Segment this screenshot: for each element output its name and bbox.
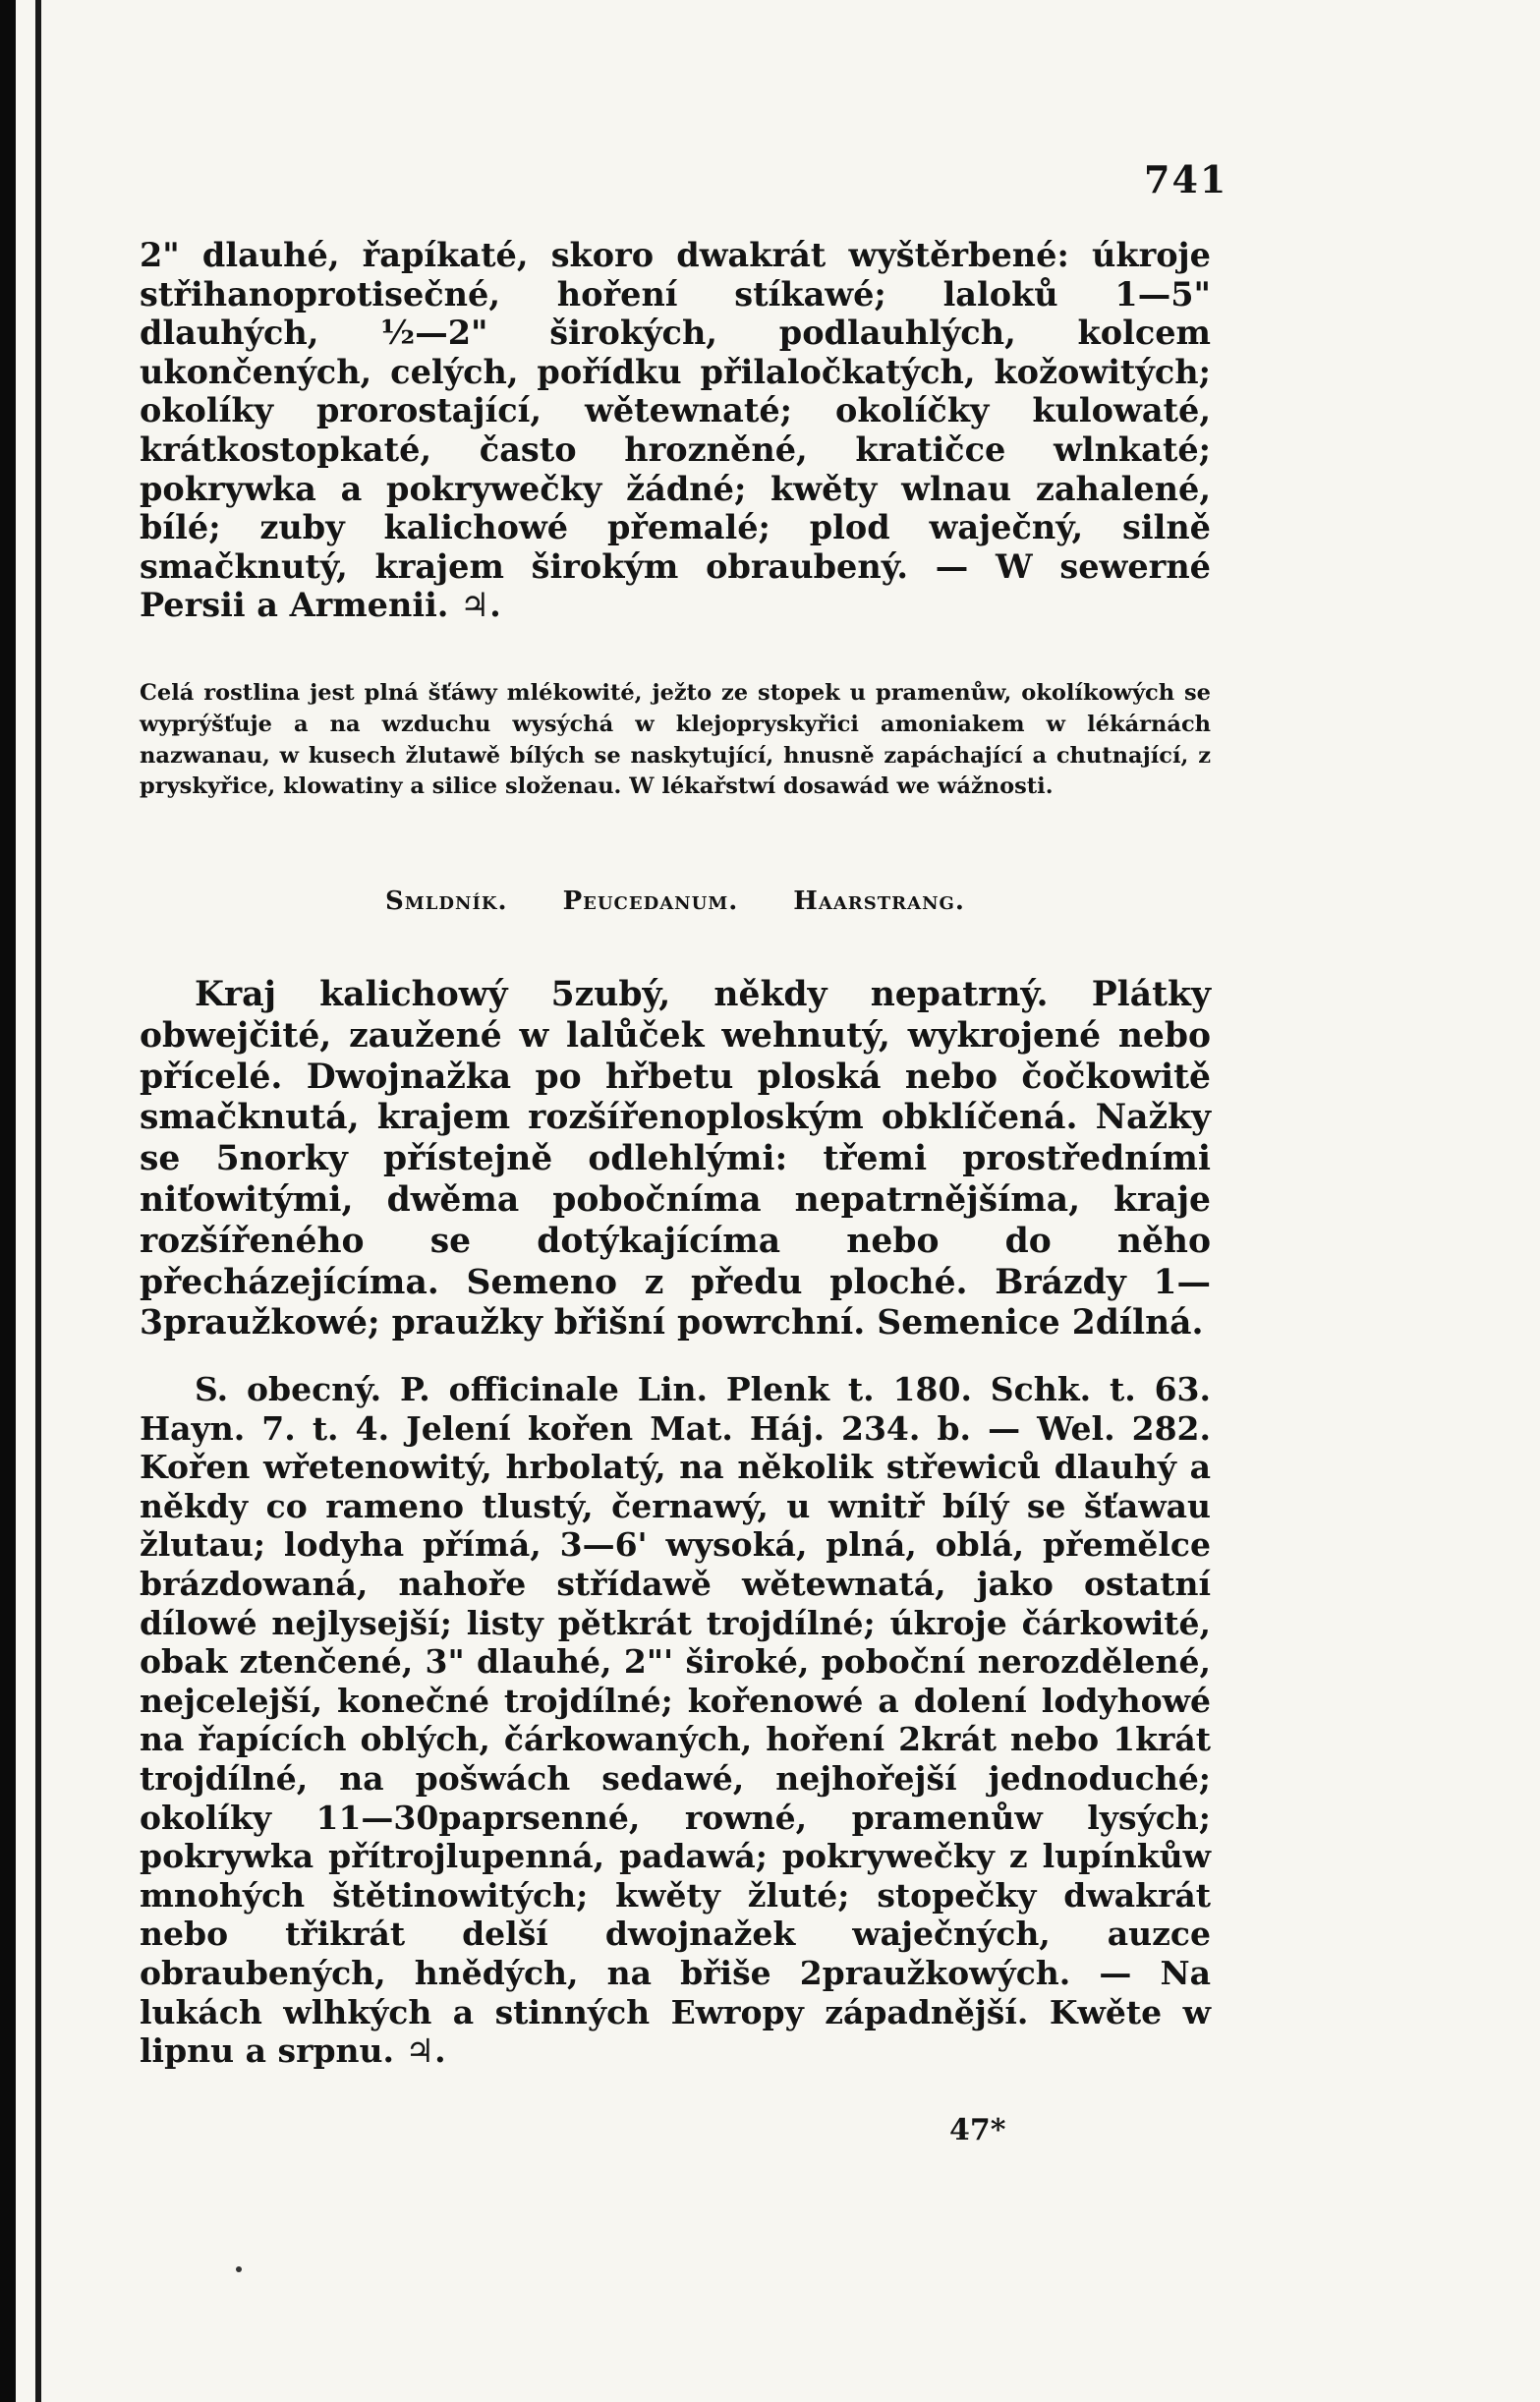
print-speck bbox=[236, 2266, 242, 2272]
paragraph-species-entry bbox=[140, 1370, 1211, 2071]
genus-name-latin: Peucedanum. bbox=[562, 886, 739, 916]
book-page bbox=[16, 0, 1540, 2402]
paragraph-species-description-end: 2" dlauhé, řapíkaté, skoro dwakrát wyštěrbené: úkroje střihanoprotisečné, hoření stíkawé; laloků 1—5" dlauhých, ½—2" širokých, podlauhlých, kolcem ukončených, celých, pořídku přilaločkatých, kožowitých; okolíky prorostající, wětewnaté; okolíčky kulowaté, krátkostopkaté, často hrozněné, kratičce wlnkaté; pokrywka a pokrywečky žádné; kwěty wlnau zahalené, bílé; zuby kalichowé přemalé; plod waječný, silně smačknutý, krajem širokým obraubený. — W sewerné Persii a Armenii. ♃. bbox=[140, 236, 1211, 625]
genus-heading bbox=[140, 886, 1211, 916]
genus-name-german: Haarstrang. bbox=[793, 886, 965, 916]
page-gutter-edge bbox=[35, 0, 41, 2402]
species-entry-text: S. obecný. P. officinale Lin. Plenk t. 180. Schk. t. 63. Hayn. 7. t. 4. Jelení kořen Mat. Háj. 234. b. — Wel. 282. Kořen wřetenowitý, hrbolatý, na několik střewiců dlauhý a někdy co rameno tlustý, černawý, u wnitř bílý se šťawau žlutau; lodyha přímá, 3—6' wysoká, plná, oblá, přemělce brázdowaná, nahoře střídawě wětewnatá, jako ostatní dílowé nejlysejší; listy pětkrát trojdílné; úkroje čárkowité, obak ztenčené, 3" dlauhé, 2"' široké, poboční nerozdělené, nejcelejší, konečné trojdílné; kořenowé a dolení lodyhowé na řapících oblých, čárkowaných, hoření 2krát nebo 1krát trojdílné, na pošwách sedawé, nejhořejší jednoduché; okolíky 11—30paprsenné, rowné, pramenůw lysých; pokrywka přítrojlupenná, padawá; pokrywečky z lupínkůw mnohých štětinowitých; kwěty žluté; stopečky dwakrát nebo třikrát delší dwojnažek waječných, auzce obraubených, hnědých, na břiše 2praužkowých. — Na lukách wlhkých a stinných Ewropy západnější. Kwěte w lipnu a srpnu. ♃. bbox=[140, 1370, 1211, 2071]
paragraph-genus-description bbox=[140, 975, 1211, 1344]
signature-mark: 47* bbox=[949, 2113, 1006, 2147]
page-number: 741 bbox=[1144, 157, 1228, 201]
genus-description-text: Kraj kalichowý 5zubý, někdy nepatrný. Plátky obwejčité, zaužené w lalůček wehnutý, wykrojené nebo přícelé. Dwojnažka po hřbetu ploská nebo čočkowitě smačknutá, krajem rozšířenoploským obklíčená. Nažky se 5norky přístejně odlehlými: třemi prostředními niťowitými, dwěma pobočníma nepatrnějšíma, kraje rozšířeného se dotýkajícíma nebo do něho přecházejícíma. Semeno z předu ploché. Brázdy 1—3praužkowé; praužky břišní powrchní. Semenice 2dílná. bbox=[140, 975, 1211, 1344]
genus-name-czech: Smldník. bbox=[385, 886, 508, 916]
paragraph-note-small-print: Celá rostlina jest plná šťáwy mlékowité, ježto ze stopek u pramenůw, okolíkowých se wyprýšťuje a na wzduchu wysýchá w klejopryskyřici amoniakem w lékárnách nazwanau, w kusech žlutawě bílých se naskytující, hnusně zapáchající a chutnající, z pryskyřice, klowatiny a silice složenau. W lékařstwí dosawád we wážnosti. bbox=[140, 680, 1211, 800]
